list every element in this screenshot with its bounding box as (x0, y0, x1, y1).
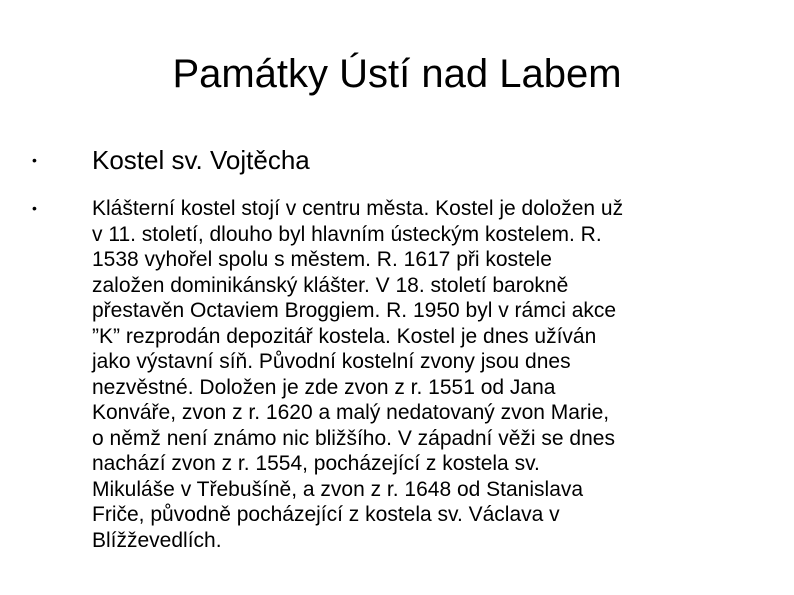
bullet-item-body (32, 196, 762, 553)
slide-title: Památky Ústí nad Labem (172, 52, 622, 96)
text-line: nezvěstné. Doložen je zde zvon z r. 1551 od Jana (92, 375, 556, 399)
text-line: přestavěn Octaviem Broggiem. R. 1950 byl v rámci akce (92, 299, 617, 322)
text-line: o němž není známo nic bližšího. V západní věži se dnes (92, 426, 615, 450)
text-line: Blížževedlích. (92, 528, 222, 552)
text-line: Friče, původně pocházející z kostela sv. Václava v (92, 503, 560, 526)
text-line: v 11. století, dlouho byl hlavním ústeckým kostelem. R. (92, 222, 602, 246)
bullet-item-heading (32, 143, 772, 177)
bullet-text: Kostel sv. Vojtěcha (92, 145, 310, 175)
bullet-paragraph (92, 196, 762, 553)
text-line: nachází zvon z r. 1554, pocházející z kostela sv. (92, 452, 540, 475)
text-line: ”K” rezprodán depozitář kostela. Kostel je dnes užíván (92, 324, 597, 348)
text-line: Konváře, zvon z r. 1620 a malý nedatovaný zvon Marie, (92, 401, 610, 424)
text-line: Klášterní kostel stojí v centru města. Kostel je doložen už (92, 197, 624, 220)
text-line: založen dominikánský klášter. V 18. století barokně (92, 273, 569, 297)
text-line: jako výstavní síň. Původní kostelní zvony jsou dnes (92, 350, 571, 373)
text-line: 1538 vyhořel spolu s městem. R. 1617 při kostele (92, 248, 552, 271)
bullet-marker: • (32, 200, 37, 216)
text-line: Mikuláše v Třebušíně, a zvon z r. 1648 od Stanislava (92, 477, 584, 501)
bullet-marker: • (32, 152, 37, 168)
bullet-list (32, 143, 772, 553)
